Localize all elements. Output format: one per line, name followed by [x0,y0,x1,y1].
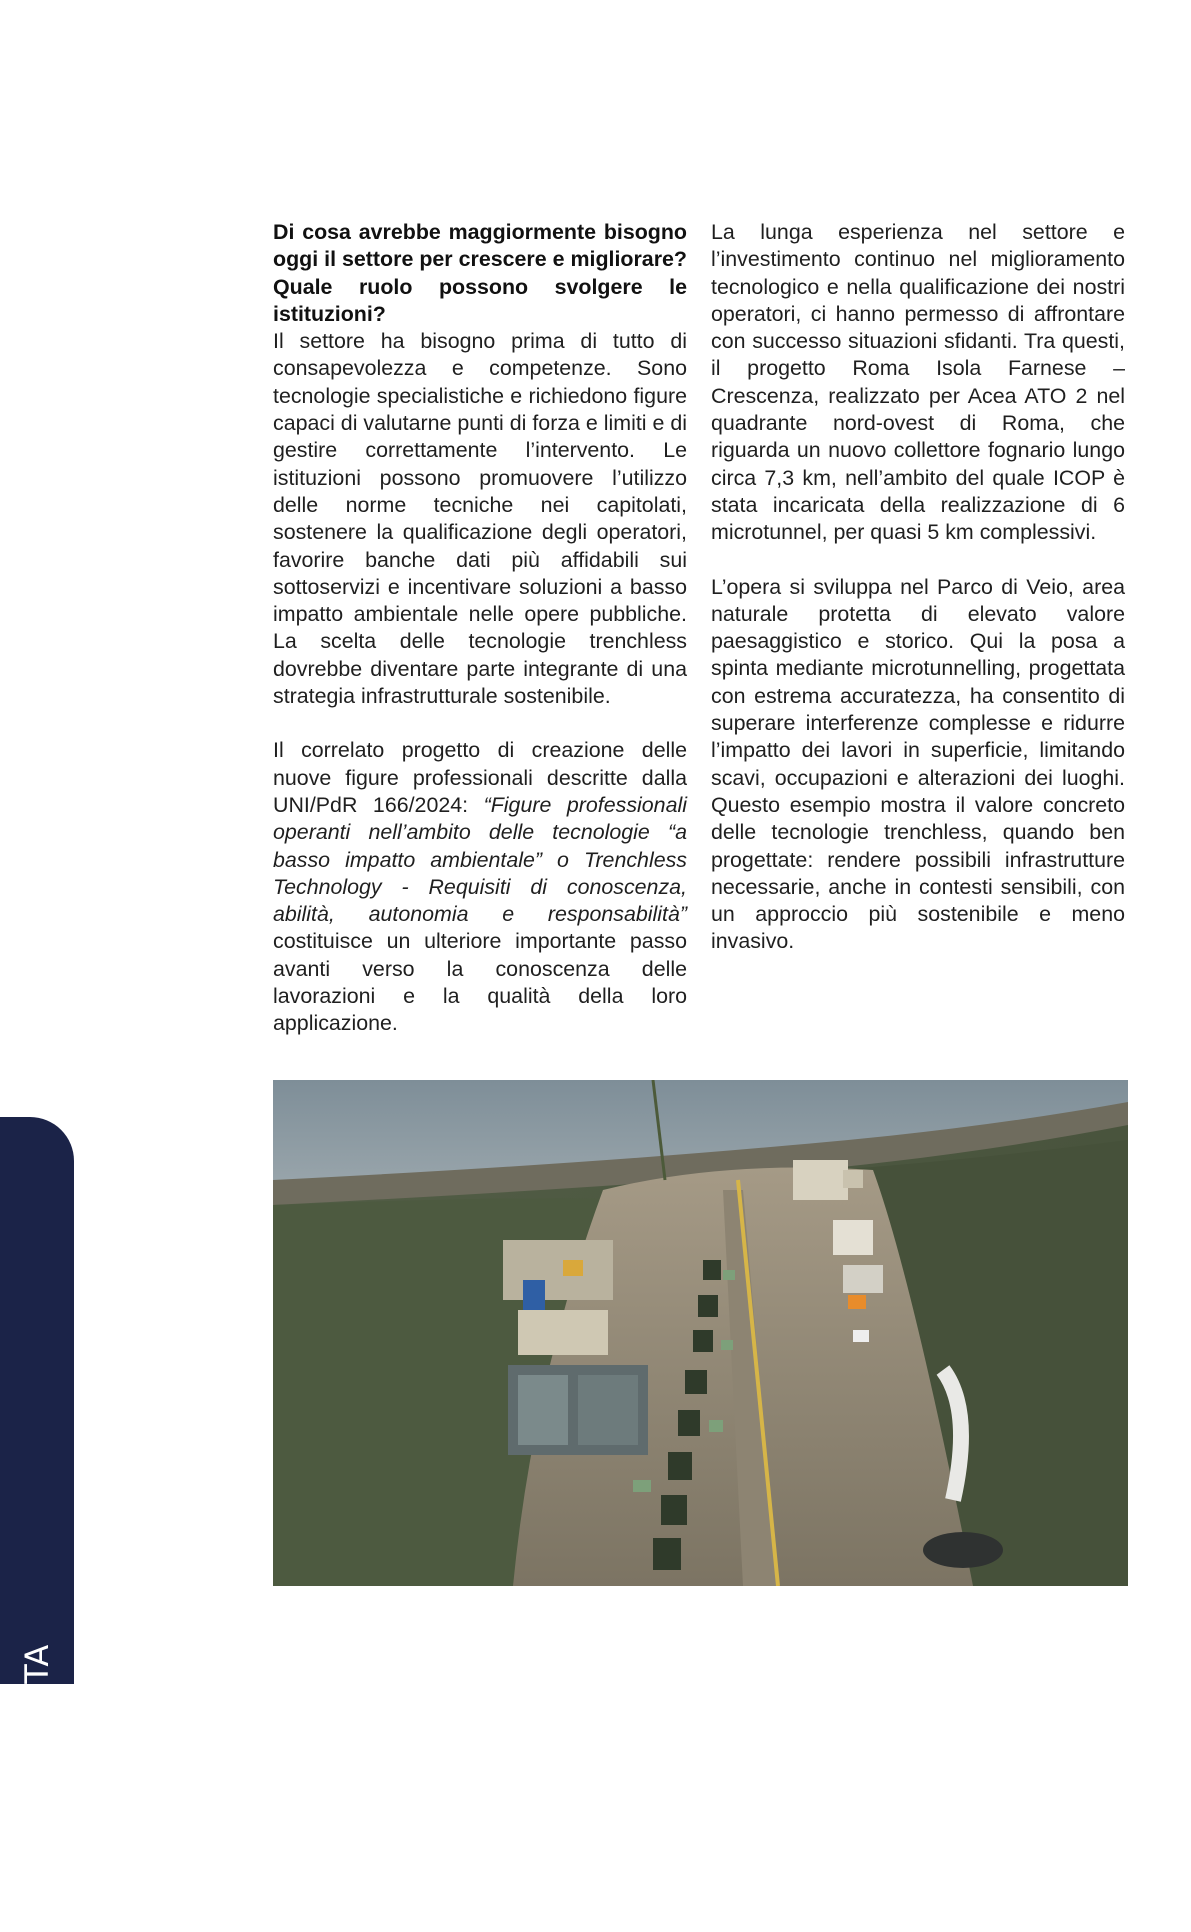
interview-paragraph-2 [273,737,687,1037]
interview-paragraph-1 [273,219,687,710]
section-side-tab [0,1117,74,1932]
paragraph-rest: costituisce un ulteriore importante passo avanti verso la conoscenza delle lavorazioni e la qualità della loro applicazione. [273,929,687,1036]
construction-site-aerial-photo [273,1080,1128,1586]
page-number: 14 [18,1887,56,1932]
paragraph-intro: Il correlato progetto di creazione delle nuove figure professionali descritte dalla UNI/PdR 166/2024: [273,738,687,817]
interview-answer: Il settore ha bisogno prima di tutto di consapevolezza e competenze. Sono tecnologie specialistiche e richiedono figure capaci di valutarne punti di forza e limiti e di gestire correttamente l’intervento. Le istituzioni possono promuovere l’utilizzo delle norme tecniche nei capitolati, sostenere la qualificazione degli operatori, favorire banche dati più affidabili sui sottoservizi e incentivare soluzioni a basso impatto ambientale nelle opere pubbliche. La scelta delle tecnologie trenchless dovrebbe diventare parte integrante di una strategia infrastrutturale sostenibile. [273,329,687,709]
text-column-left [273,219,687,1038]
text-column-right [711,219,1125,956]
aerial-photo-illustration [273,1080,1128,1586]
label-separator: . [18,1856,56,1888]
standard-title-quote: “Figure professionali operanti nell’ambito delle tecnologie “a basso impatto ambientale” o Trenchless Technology - Requisiti di conoscenza, abilità, autonomia e responsabilità” [273,792,687,927]
project-paragraph-1: La lunga esperienza nel settore e l’investimento continuo nel miglioramento tecnologico e nella qualificazione dei nostri operatori, ci hanno permesso di affrontare con successo situazioni sfidanti. Tra questi, il progetto Roma Isola Farnese – Crescenza, realizzato per Acea ATO 2 nel quadrante nord-ovest di Roma, che riguarda un nuovo collettore fognario lungo circa 7,3 km, nell’ambito del quale ICOP è stata incaricata della realizzazione di 6 microtunnel, per quasi 5 km complessivi. [711,220,1125,545]
section-name: L’INTERVISTA [18,1644,56,1857]
project-paragraph-2: L’opera si sviluppa nel Parco di Veio, area naturale protetta di elevato valore paesaggistico e storico. Qui la posa a spinta mediante microtunnelling, progettata con estrema accuratezza, ha consentito di superare interferenze complesse e ridurre l’impatto dei lavori in superficie, limitando scavi, occupazioni e alterazioni dei luoghi. Questo esempio mostra il valore concreto delle tecnologie trenchless, quando ben progettate: rendere possibili infrastrutture necessarie, anche in contesti sensibili, con un approccio più sostenibile e meno invasivo. [711,574,1125,954]
section-label [12,1532,62,1932]
interview-question: Di cosa avrebbe maggiormente bisogno oggi il settore per crescere e migliorare? Quale ruolo possono svolgere le istituzioni? [273,220,687,326]
